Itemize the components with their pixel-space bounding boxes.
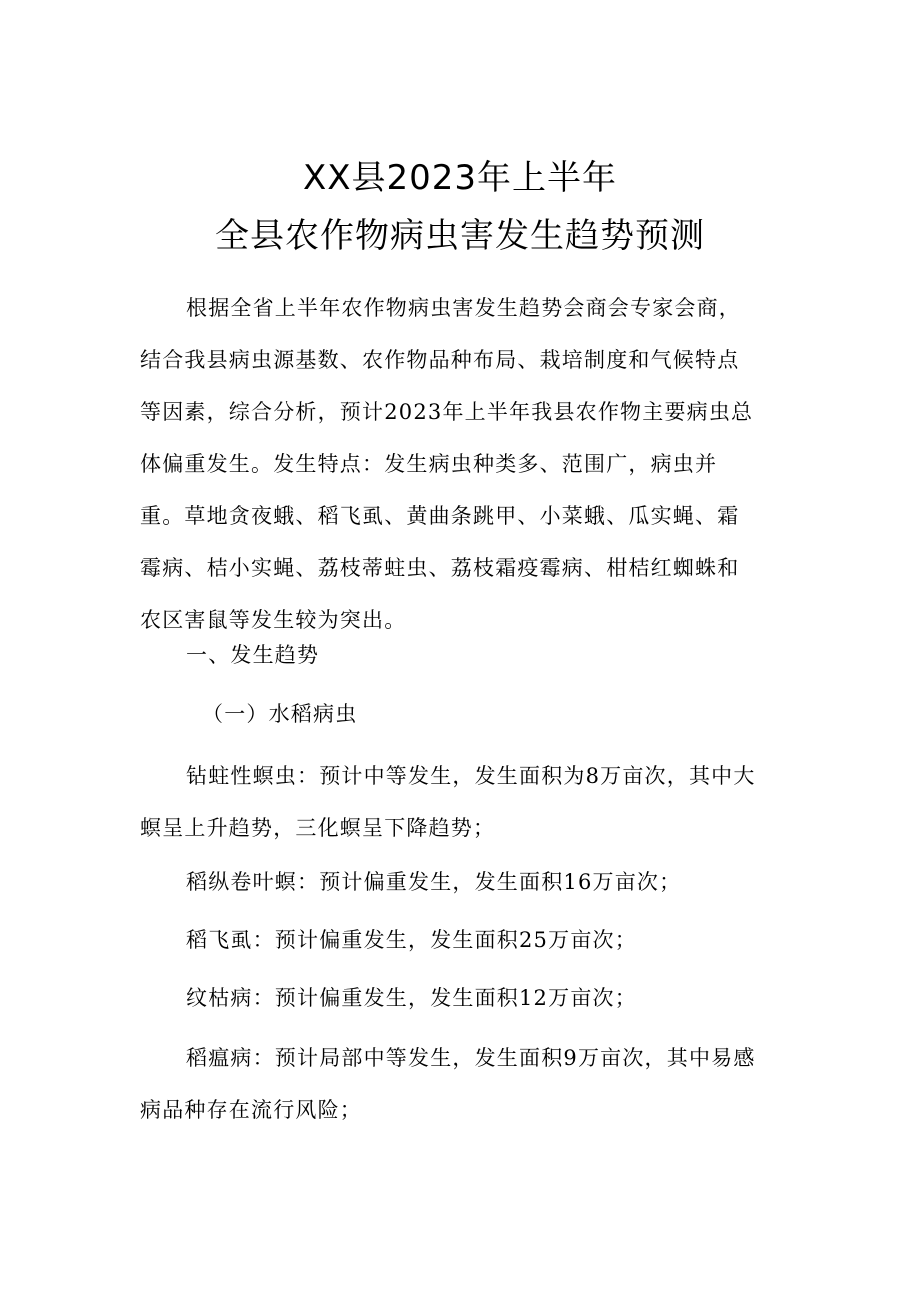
intro-line-4: 体偏重发生。发生特点：发生病虫种类多、范围广，病虫并 bbox=[140, 452, 718, 476]
intro-line-5: 重。草地贪夜蛾、稻飞虱、黄曲条跳甲、小菜蛾、瓜实蝇、霜 bbox=[140, 504, 740, 528]
intro-paragraph bbox=[140, 282, 800, 646]
intro-line-2: 结合我县病虫源基数、农作物品种布局、栽培制度和气候特点 bbox=[140, 348, 740, 372]
intro-line-7: 农区害鼠等发生较为突出。 bbox=[140, 608, 407, 632]
document-title-line2: 全县农作物病虫害发生趋势预测 bbox=[215, 216, 705, 256]
intro-line-6: 霉病、桔小实蝇、荔枝蒂蛀虫、荔枝霜疫霉病、柑桔红蜘蛛和 bbox=[140, 556, 740, 580]
item-sheath-blight: 纹枯病：预计偏重发生，发生面积12万亩次； bbox=[186, 986, 637, 1010]
item-stem-borer-line2: 螟呈上升趋势，三化螟呈下降趋势； bbox=[140, 816, 496, 840]
document-title-line1: XX县2023年上半年 bbox=[302, 158, 618, 198]
item-stem-borer bbox=[140, 750, 800, 854]
item-rice-blast-line1: 稻瘟病：预计局部中等发生，发生面积9万亩次，其中易感 bbox=[186, 1046, 756, 1070]
section-heading: 一、发生趋势 bbox=[186, 643, 320, 667]
subsection-heading: （一）水稻病虫 bbox=[202, 702, 358, 726]
item-rice-blast bbox=[140, 1032, 800, 1136]
item-rice-blast-line2: 病品种存在流行风险； bbox=[140, 1098, 362, 1122]
intro-line-3: 等因素，综合分析，预计2023年上半年我县农作物主要病虫总 bbox=[140, 400, 754, 424]
intro-line-1: 根据全省上半年农作物病虫害发生趋势会商会专家会商， bbox=[186, 296, 741, 320]
item-stem-borer-line1: 钻蛀性螟虫：预计中等发生，发生面积为8万亩次，其中大 bbox=[186, 764, 756, 788]
item-planthopper: 稻飞虱：预计偏重发生，发生面积25万亩次； bbox=[186, 928, 637, 952]
item-leaf-roller: 稻纵卷叶螟：预计偏重发生，发生面积16万亩次； bbox=[186, 870, 682, 894]
